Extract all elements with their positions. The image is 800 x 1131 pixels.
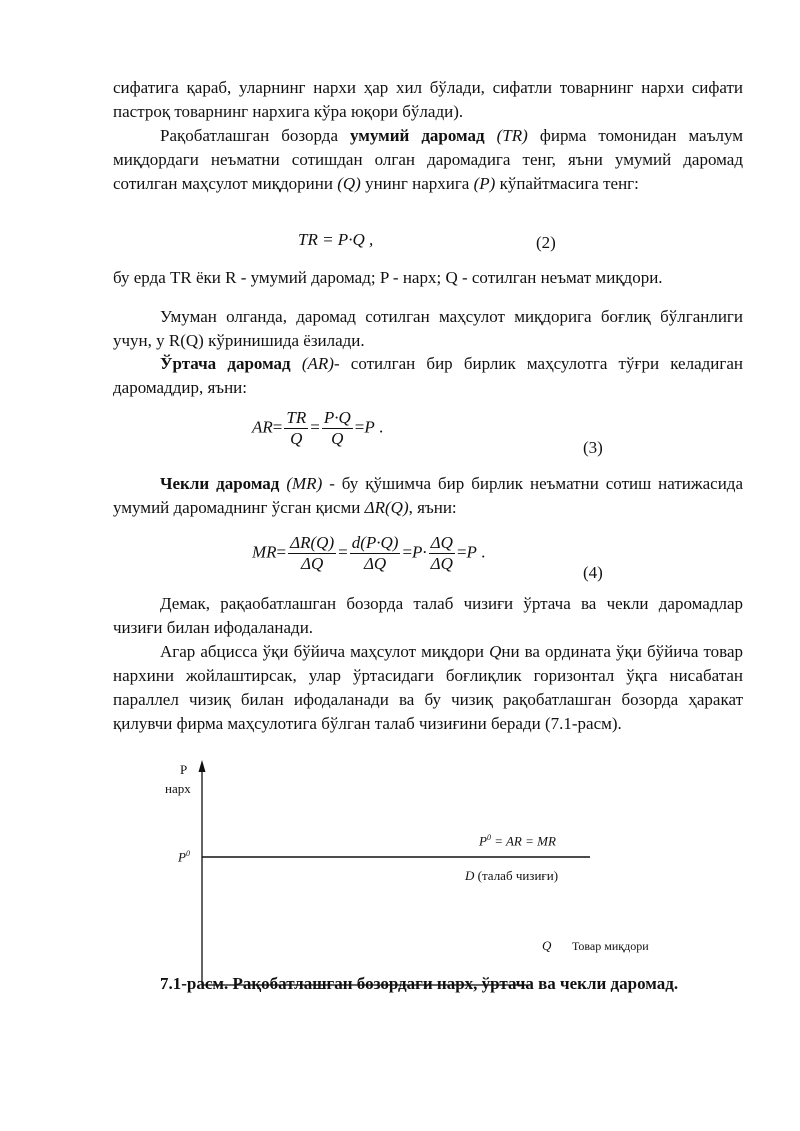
dependence-text: Умуман олганда, даромад сотилган маҳсулот миқдорига боғлиқ бўлганлиги учун, у R(Q) кўринишида ёзилади. [113,307,743,350]
term-average-revenue: Ўртача даромад [160,354,291,373]
y-axis-arrow [199,760,206,772]
eq3-equals-2: = [310,417,320,437]
term-total-revenue: умумий даромад [350,126,485,145]
eq4-lhs: MR [252,542,277,562]
eq4-f3-den: ΔQ [430,554,453,573]
symbol-delta-r: ΔR(Q) [364,498,409,517]
p2-text-d: кўпайтмасига тенг: [499,174,639,193]
equation-2-number: (2) [536,233,556,252]
eq3-rhs: P [364,417,375,437]
eq4-equals-3: = [402,542,413,562]
line-label-rest: = AR = MR [490,833,556,849]
marginal-revenue-text: - бу қўшимча бир бирлик неъматни сотиш натижасида умумий даромаднинг ўсган қисми [113,474,744,517]
eq3-equals-3: = [354,417,365,437]
eq3-f1-num: TR [286,408,307,427]
paragraph-intro-text: сифатига қараб, уларнинг нархи ҳар хил бўлади, сифатли товарнинг нархи сифати пастроқ товарнинг нархига кўра юқори бўлади). [113,78,743,121]
equation-2: TR = P·Q , [298,230,374,249]
line-label-p: P [479,833,487,849]
symbol-ar: (AR) [301,354,334,373]
term-marginal-revenue: Чекли даромад [160,474,280,493]
eq3-f2-num: P·Q [323,408,351,427]
eq4-equals-2: = [338,542,348,562]
symbol-mr: (MR) [286,474,323,493]
p2-text-a: Рақобатлашган бозорда [160,126,351,145]
eq3-f1-den: Q [290,429,303,448]
axes-text-b: ни ва ордината ўқи бўйича товар нархини жойлаштирсак, улар ўртасидаги боғлиқлик горизонтал ўқга нисабатан параллел чизиқ билан ифодаланади ва бу чизиқ рақобатлашган бозорда ҳаракат қилувчи фирма маҳсулотига бўлган талаб чизиғини беради (7.1-расм). [113,642,744,733]
eq4-f1-num: ΔR(Q) [290,533,335,552]
x-axis-symbol: Q [542,938,552,953]
eq4-dot: . [476,542,486,562]
eq4-equals-1: = [276,542,287,562]
x-axis-label: Товар миқдори [572,939,649,953]
y-axis-label: нарх [165,781,191,796]
equation-4-number: (4) [583,563,603,582]
demand-text: (талаб чизиғи) [477,868,559,883]
eq4-rhs: P [466,542,477,562]
p2-text-b: фирма томонидан маълум миқдордаги неъматни сотишдан олган даромадига тенг, яъни умумий даромад сотилган маҳсулот миқдорини [113,126,744,193]
p0-label [178,849,190,865]
symbol-q: (Q) [337,174,361,193]
symbol-tr: (TR) [496,126,528,145]
demand-symbol: D [465,868,475,883]
symbol-q-axis: Q [489,642,502,661]
eq3-dot: . [374,417,384,437]
definitions-text: бу ерда TR ёки R - умумий даромад; P - нарх; Q - сотилган неъмат миқдори. [113,268,663,287]
average-revenue-text: - сотилган бир бирлик маҳсулотга тўғри келадиган даромаддир, яъни: [113,354,743,397]
demand-label [465,868,558,884]
marginal-revenue-end: , яъни: [408,498,457,517]
line-label-sup: 0 [486,833,491,842]
eq4-f1-den: ΔQ [300,554,324,573]
eq4-equals-4: = [456,542,467,562]
p2-text-c: унинг нархига [365,174,470,193]
eq4-p: P· [412,542,427,562]
eq4-f2-den: ΔQ [363,554,387,573]
p0-sup: 0 [185,849,190,858]
eq3-f2-den: Q [331,429,344,448]
equation-3-number: (3) [583,438,603,457]
symbol-p: (P) [473,174,496,193]
line-label [479,833,556,849]
eq4-f3-num: ΔQ [430,533,453,552]
eq4-f2-num: d(P·Q) [351,533,399,552]
eq3-equals-1: = [272,417,283,437]
figure-caption: 7.1-расм. Рақобатлашган бозордаги нарх, ўртача ва чекли даромад. [160,974,679,993]
eq3-lhs: AR [252,417,273,437]
y-axis-symbol: P [180,762,188,777]
p0-base: P [178,849,186,865]
axes-text-a: Агар абцисса ўқи бўйича маҳсулот миқдори [160,642,484,661]
demand-line-text: Демак, рақаобатлашган бозорда талаб чизиғи ўртача ва чекли даромадлар чизиғи билан ифодаланади. [113,594,743,637]
